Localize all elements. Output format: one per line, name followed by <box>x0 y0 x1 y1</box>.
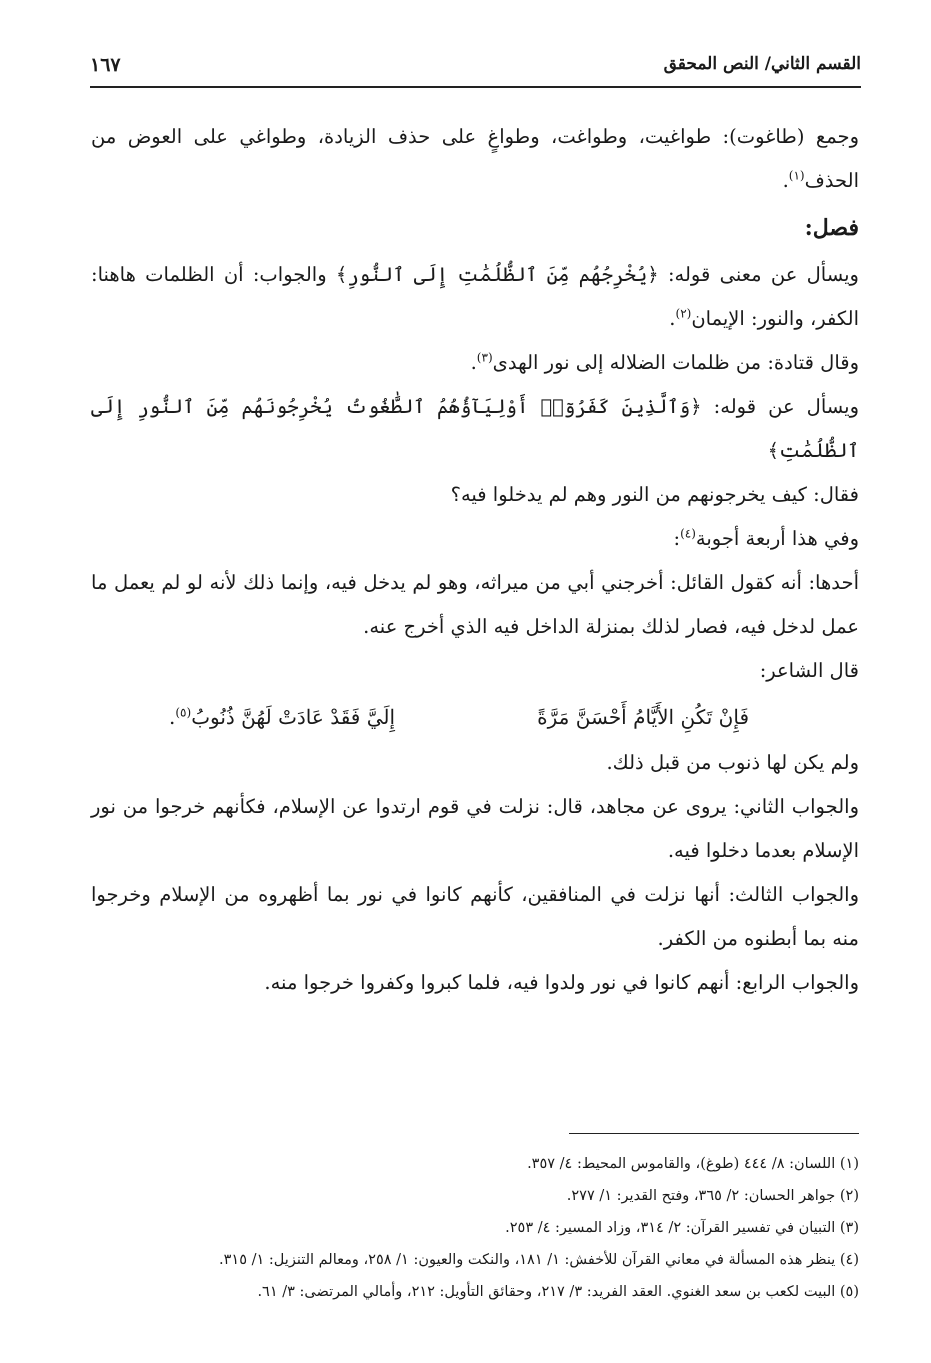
paragraph-four-answers: وفي هذا أربعة أجوبة$^{(٤)}$: <box>673 526 859 550</box>
footnote-ref-4[interactable]: (٤) <box>680 526 696 541</box>
footnote-ref-5[interactable]: (٥) <box>175 705 192 720</box>
page-number: ١٦٧ <box>90 54 121 76</box>
poem-hemistich-first: فَإِنْ تَكُنِ الأَيَّامُ أَحْسَنَّ مَرَّةً <box>537 705 749 729</box>
main-text <box>91 115 859 1005</box>
footnote-3: (٣) التبيان في تفسير القرآن: ٢/ ٣١٤، وزاد المسير: ٤/ ٢٥٣. <box>505 1220 859 1236</box>
quran-verse-1: ﴿يُخْرِجُهُم مِّنَ ٱلظُّلُمَٰتِ إِلَى ٱلنُّورِ﴾ <box>335 263 659 286</box>
quran-verse-2: ﴿وَٱلَّذِينَ كَفَرُوٓا۟ أَوْلِيَآؤُهُمُ ٱلطَّٰغُوتُ يُخْرِجُونَهُم مِّنَ ٱلنُّورِ إِلَى ٱلظُّلُمَٰتِ﴾ <box>91 395 859 462</box>
footnote-ref-3[interactable]: (٣) <box>476 350 493 365</box>
footnote-ref-1[interactable]: (١) <box>788 168 805 183</box>
paragraph-qatada: وقال قتادة: من ظلمات الضلاله إلى نور الهدى$^{(٣)}$. <box>470 350 859 374</box>
page-header <box>90 50 861 88</box>
paragraph-question-disbelievers: ويسأل عن قوله: ﴿وَٱلَّذِينَ كَفَرُوٓا۟ أَوْلِيَآؤُهُمُ ٱلطَّٰغُوتُ يُخْرِجُونَهُم مِّنَ ٱلنُّورِ إِلَى ٱلظُّلُمَٰتِ﴾ <box>91 395 859 462</box>
footnote-divider <box>569 1133 859 1134</box>
paragraph-first-answer: أحدها: أنه كقول القائل: أخرجني أبي من ميراثه، وهو لم يدخل فيه، وإنما ذلك لأنه لو لم يعمل ما عمل لدخل فيه، فصار لذلك بمنزلة الداخل فيه الذي أخرج عنه. <box>91 571 859 638</box>
section-heading: فصل: <box>804 215 859 241</box>
footnotes <box>91 1148 859 1308</box>
paragraph-plural-taghut: وجمع (طاغوت): طواغيت، وطواغت، وطواغٍ على حذف الزيادة، وطواغي على العوض من الحذف$^{(١)}$. <box>91 125 859 192</box>
paragraph-third-answer: والجواب الثالث: أنها نزلت في المنافقين، كأنهم كانوا في نور بما أظهروه من الإسلام وخرجوا منه بما أبطنوه من الكفر. <box>91 883 859 950</box>
poem-hemistich-second: إِلَيَّ فَقَدْ عَادَتْ لَهُنَّ ذُنُوبُ$^{(٥)}$. <box>169 705 396 729</box>
paragraph-no-sins: ولم يكن لها ذنوب من قبل ذلك. <box>606 751 859 774</box>
paragraph-fourth-answer: والجواب الرابع: أنهم كانوا في نور ولدوا فيه، فلما كبروا وكفروا خرجوا منه. <box>264 971 859 994</box>
footnote-4: (٤) ينظر هذه المسألة في معاني القرآن للأخفش: ١/ ١٨١، والنكت والعيون: ١/ ٢٥٨، ومعالم التنزيل: ١/ ٣١٥. <box>219 1252 859 1268</box>
footnote-5: (٥) البيت لكعب بن سعد الغنوي. العقد الفريد: ٣/ ٢١٧، وحقائق التأويل: ٢١٢، وأمالي المرتضى: ٣/ ٦١. <box>257 1284 859 1300</box>
paragraph-how-question: فقال: كيف يخرجونهم من النور وهم لم يدخلوا فيه؟ <box>450 483 859 506</box>
footnote-1: (١) اللسان: ٨/ ٤٤٤ (طوغ)، والقاموس المحيط: ٤/ ٣٥٧. <box>527 1156 859 1172</box>
running-title: القسم الثاني/ النص المحقق <box>663 54 861 74</box>
paragraph-poet-intro: قال الشاعر: <box>759 659 859 682</box>
poem-verse <box>169 693 749 741</box>
footnote-2: (٢) جواهر الحسان: ٢/ ٣٦٥، وفتح القدير: ١/ ٢٧٧. <box>566 1188 859 1204</box>
footnote-ref-2[interactable]: (٢) <box>675 306 692 321</box>
paragraph-question-darkness: ويسأل عن معنى قوله: ﴿يُخْرِجُهُم مِّنَ ٱلظُّلُمَٰتِ إِلَى ٱلنُّورِ﴾ والجواب: أن الظلمات هاهنا: الكفر، والنور: الإيمان$^{(٢)}$. <box>91 263 859 330</box>
paragraph-second-answer: والجواب الثاني: يروى عن مجاهد، قال: نزلت في قوم ارتدوا عن الإسلام، فكأنهم خرجوا من نور الإسلام بعدما دخلوا فيه. <box>91 795 859 862</box>
